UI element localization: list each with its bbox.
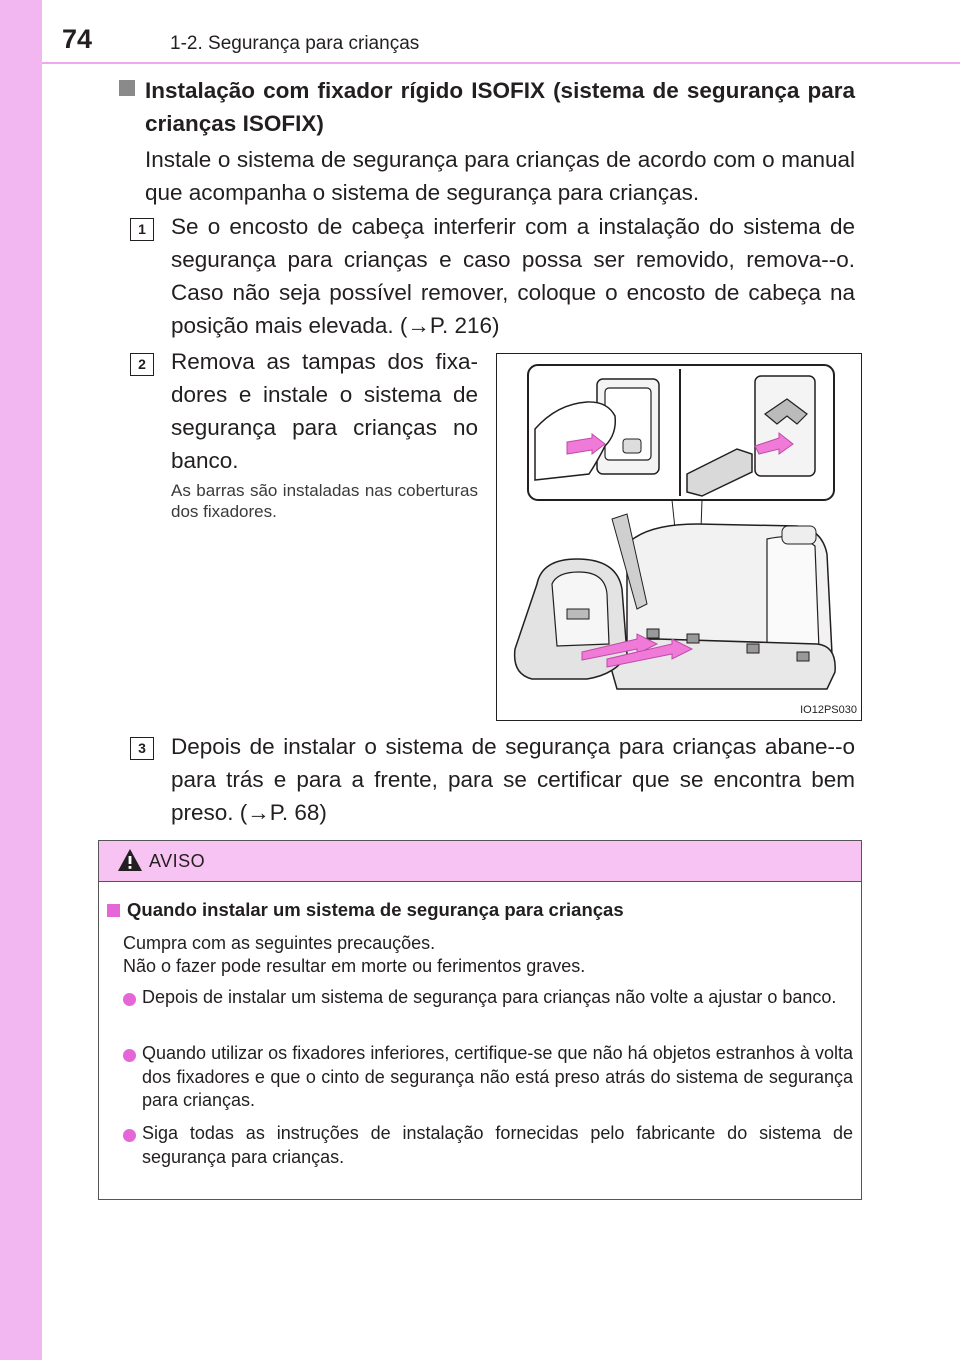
step-text-2: Remova as tampas dos fixa-dores e instale o sistema de segurança para crianças no banco. xyxy=(171,349,478,473)
figure-note: As barras são instaladas nas coberturas dos fixadores. xyxy=(171,481,478,521)
warning-item-bullet xyxy=(123,1049,136,1062)
warning-line-1: Cumpra com as seguintes precauções. xyxy=(123,933,436,953)
section-bullet-square xyxy=(119,80,135,96)
step-number-3: 3 xyxy=(130,737,154,760)
warning-subtitle: Quando instalar um sistema de segurança para crianças xyxy=(127,899,624,920)
warning-subtitle-bullet xyxy=(107,904,120,917)
section-intro: Instale o sistema de segurança para crianças de acordo com o manual que acompanha o sistema de segurança para crianças. xyxy=(145,147,855,205)
warning-line-2: Não o fazer pode resultar em morte ou ferimentos graves. xyxy=(123,956,586,976)
page-number: 74 xyxy=(62,24,93,54)
section-heading: Instalação com fixador rígido ISOFIX (sistema de segurança para crianças ISOFIX) xyxy=(145,78,855,136)
figure-code: IO12PS030 xyxy=(800,704,857,716)
warning-title: AVISO xyxy=(149,851,206,871)
warning-item-bullet xyxy=(123,993,136,1006)
step-text-3: Depois de instalar o sistema de segurança para crianças abane--o para trás e para a frente, para se certificar que se encontra bem preso. (→P. 68) xyxy=(171,734,855,825)
header-divider xyxy=(42,62,960,64)
warning-item-bullet xyxy=(123,1129,136,1142)
step-number-1: 1 xyxy=(130,218,154,241)
warning-icon xyxy=(117,848,143,872)
step-text-1: Se o encosto de cabeça interferir com a instalação do sistema de segurança para crianças e caso possa ser removido, remova--o. Caso não seja possível remover, coloque o encosto de cabeça na posição mais elevada. (→P. 216) xyxy=(171,214,855,338)
isofix-drawing xyxy=(497,354,863,722)
warning-item-3: Siga todas as instruções de instalação fornecidas pelo fabricante do sistema de segurança para crianças. xyxy=(142,1123,853,1167)
warning-header xyxy=(99,841,861,882)
warning-item-1: Depois de instalar um sistema de segurança para crianças não volte a ajustar o banco. xyxy=(142,987,837,1007)
warning-item-2: Quando utilizar os fixadores inferiores, certifique-se que não há objetos estranhos à volta dos fixadores e que o cinto de segurança não está preso atrás do sistema de segurança para crianças. xyxy=(142,1043,853,1110)
isofix-illustration xyxy=(496,353,862,721)
section-header-title: 1-2. Segurança para crianças xyxy=(170,33,420,54)
step-number-2: 2 xyxy=(130,353,154,376)
warning-box xyxy=(98,840,862,1200)
side-color-band xyxy=(0,0,42,1360)
